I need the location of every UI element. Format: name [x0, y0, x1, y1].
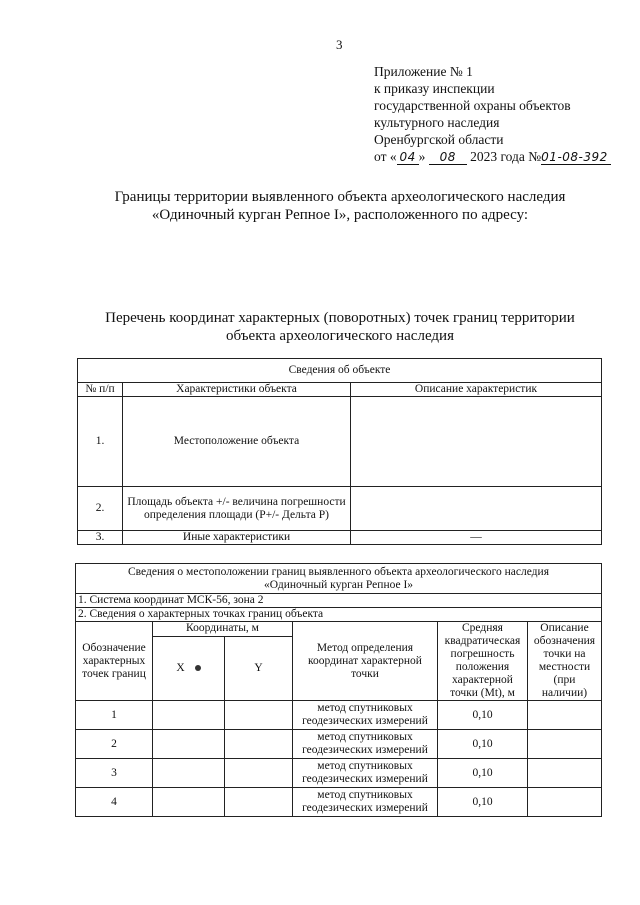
table-caption: Сведения об объекте [78, 359, 602, 383]
x-value [153, 730, 225, 759]
row-number: 2. [78, 487, 123, 531]
dot-mark-icon [195, 665, 201, 671]
y-value [225, 730, 293, 759]
boundaries-title [60, 188, 620, 224]
x-value [153, 788, 225, 817]
point-number: 1 [76, 701, 153, 730]
table-row [78, 397, 602, 487]
row-name: Местоположение объекта [123, 397, 351, 487]
table-row [76, 701, 602, 730]
object-info-table [77, 358, 602, 545]
method-value: метод спутниковых геодезических измерений [293, 730, 438, 759]
title-line: Перечень координат характерных (поворотных) точек границ территории [105, 310, 575, 326]
header-method: Метод определения координат характерной точки [293, 622, 438, 701]
point-number: 4 [76, 788, 153, 817]
coordinates-list-title [60, 309, 620, 345]
header-description: Описание обозначения точки на местности (при наличии) [528, 622, 602, 701]
page-number: 3 [336, 37, 343, 52]
description-value [528, 730, 602, 759]
row-description: — [351, 531, 602, 545]
caption-line: «Одиночный курган Репное I» [263, 578, 414, 591]
caption-line: Сведения о местоположении границ выявленного объекта археологического наследия [128, 565, 549, 578]
column-header: Описание характеристик [351, 383, 602, 397]
method-value: метод спутниковых геодезических измерений [293, 701, 438, 730]
table-row [76, 759, 602, 788]
row-number: 1. [78, 397, 123, 487]
header-coordinates: Координаты, м [153, 622, 293, 637]
row-description [351, 397, 602, 487]
appendix-date-line [374, 148, 611, 165]
date-year: 2023 года № [470, 149, 542, 164]
appendix-line: Оренбургской области [374, 132, 504, 147]
appendix-line: Приложение № 1 [374, 64, 473, 79]
appendix-header [374, 63, 611, 165]
row-name: Иные характеристики [123, 531, 351, 545]
appendix-line: государственной охраны объектов [374, 98, 571, 113]
header-point-designation: Обозначение характерных точек границ [76, 622, 153, 701]
appendix-line: к приказу инспекции [374, 81, 495, 96]
table-caption [76, 564, 602, 594]
description-value [528, 701, 602, 730]
table-row [78, 531, 602, 545]
coordinate-system: 1. Система координат МСК-56, зона 2 [76, 594, 602, 608]
title-line: «Одиночный курган Репное I», расположенного по адресу: [151, 207, 529, 223]
header-x [153, 636, 225, 700]
header-y: Y [225, 636, 293, 700]
handwritten-day: 04 [397, 151, 419, 165]
accuracy-value: 0,10 [438, 701, 528, 730]
coordinates-table [75, 563, 602, 817]
column-header: Характеристики объекта [123, 383, 351, 397]
x-value [153, 759, 225, 788]
handwritten-order-number: 01-08-392 [541, 151, 611, 165]
description-value [528, 759, 602, 788]
y-value [225, 788, 293, 817]
row-name: Площадь объекта +/- величина погрешности определения площади (P+/- Дельта P) [123, 487, 351, 531]
accuracy-value: 0,10 [438, 788, 528, 817]
appendix-line: культурного наследия [374, 115, 500, 130]
accuracy-value: 0,10 [438, 759, 528, 788]
row-description [351, 487, 602, 531]
table-row [76, 730, 602, 759]
points-info: 2. Сведения о характерных точках границ объекта [76, 608, 602, 622]
method-value: метод спутниковых геодезических измерений [293, 759, 438, 788]
x-label: X [176, 661, 185, 674]
row-number: 3. [78, 531, 123, 545]
accuracy-value: 0,10 [438, 730, 528, 759]
x-value [153, 701, 225, 730]
table-row [76, 788, 602, 817]
point-number: 2 [76, 730, 153, 759]
header-accuracy: Средняя квадратическая погрешность положения характерной точки (Mt), м [438, 622, 528, 701]
y-value [225, 759, 293, 788]
column-header: № п/п [78, 383, 123, 397]
title-line: Границы территории выявленного объекта археологического наследия [114, 189, 566, 205]
date-mid: » [418, 149, 426, 164]
y-value [225, 701, 293, 730]
table-row [78, 487, 602, 531]
date-prefix: от « [374, 149, 397, 164]
method-value: метод спутниковых геодезических измерений [293, 788, 438, 817]
handwritten-month: 08 [429, 151, 467, 165]
title-line: объекта археологического наследия [226, 328, 454, 344]
description-value [528, 788, 602, 817]
point-number: 3 [76, 759, 153, 788]
